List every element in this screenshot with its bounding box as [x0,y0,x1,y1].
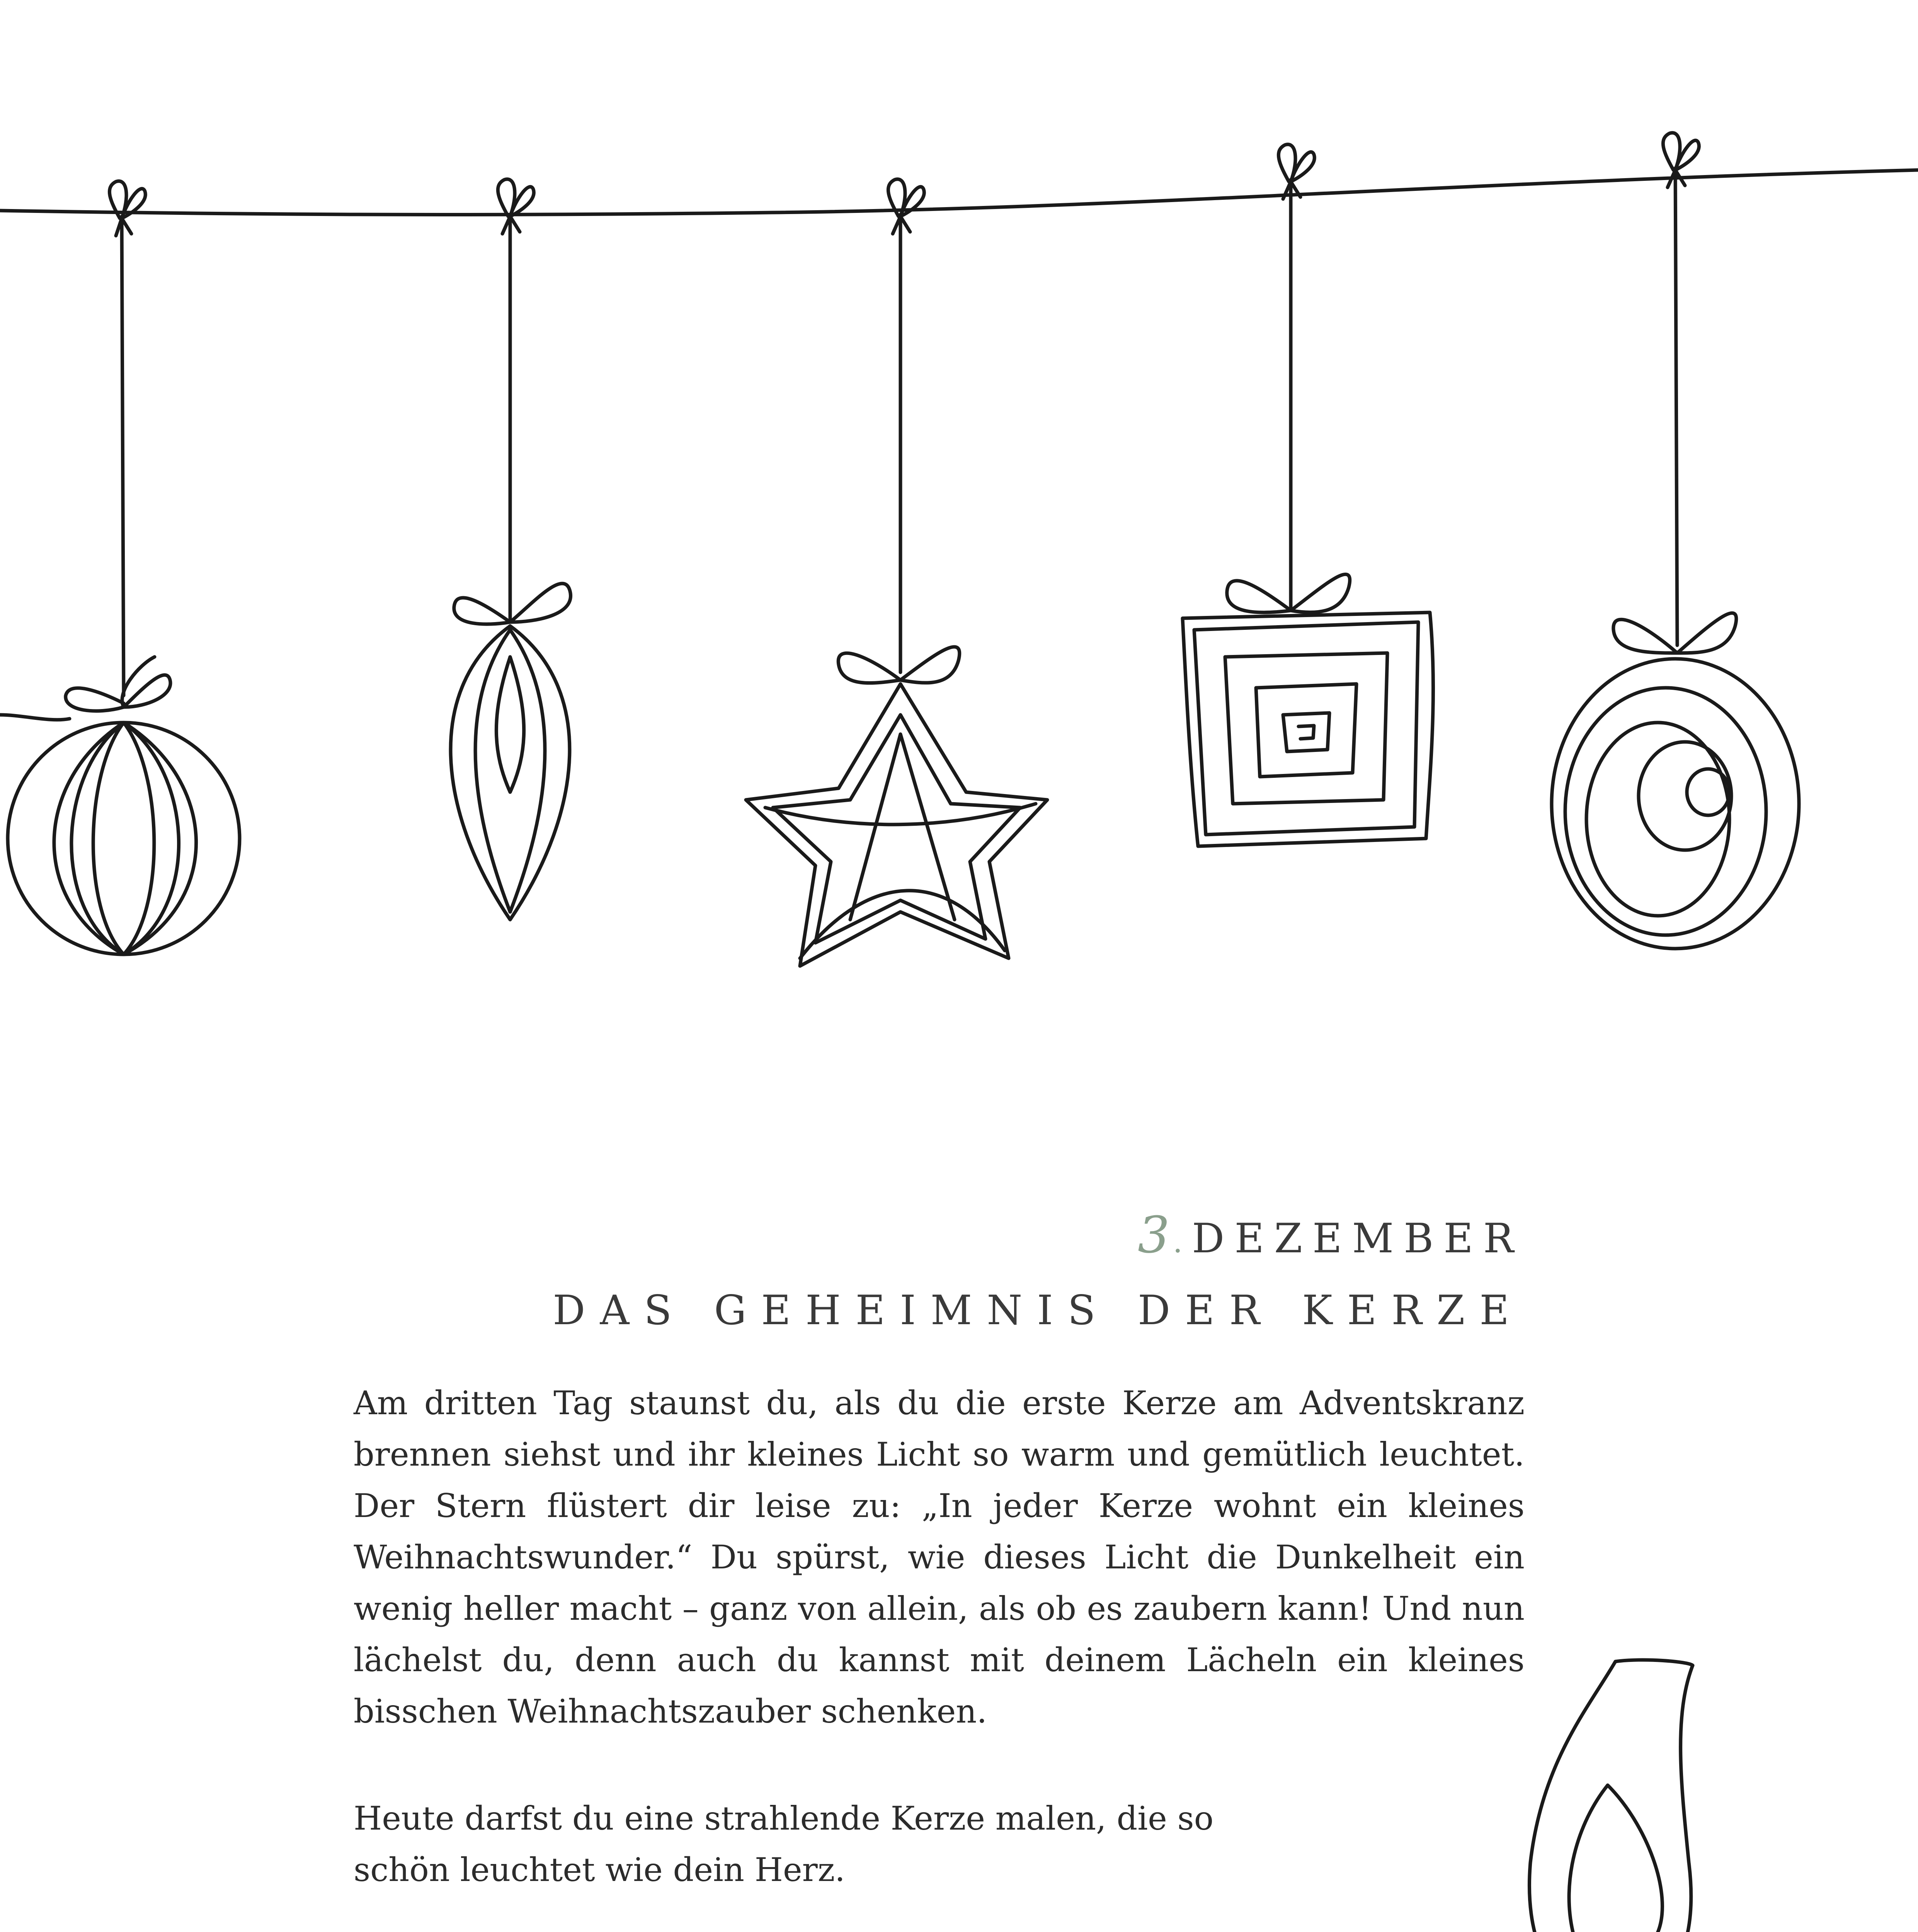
day-number-dot: . [1173,1224,1183,1260]
garland-line [0,170,1918,214]
drawing-task: Heute darfst du eine strahlende Kerze malen, die so schön leuchtet wie dein Herz. [354,1799,1214,1889]
page-title: DAS GEHEIMNIS DER KERZE [553,1287,1524,1334]
ornament-drop-icon [451,179,570,920]
month-label: DEZEMBER [1192,1215,1524,1262]
story-paragraph: Am dritten Tag staunst du, als du die erste Kerze am Adventskranz brennen siehst und ihr kleines Licht so warm und gemütlich leuchtet. Der Stern flüstert dir leise zu: „In jeder Kerze wohnt ein kleines Weihnachtswunder.“ Du spürst, wie dieses Licht die Dunkelheit ein wenig heller macht – ganz von allein, als ob es zaubern kann! Und nun lächelst du, denn auch du kannst mit deinem Lächeln ein kleines bisschen Weihnachtszauber schenken. [354,1384,1525,1730]
ornament-ball-icon [0,181,240,954]
ornament-star-icon [746,179,1047,966]
date-heading [1138,1206,1524,1264]
day-number: 3 [1138,1206,1170,1264]
ornament-square-icon [1183,145,1433,846]
ornament-oval-icon [1552,133,1799,949]
